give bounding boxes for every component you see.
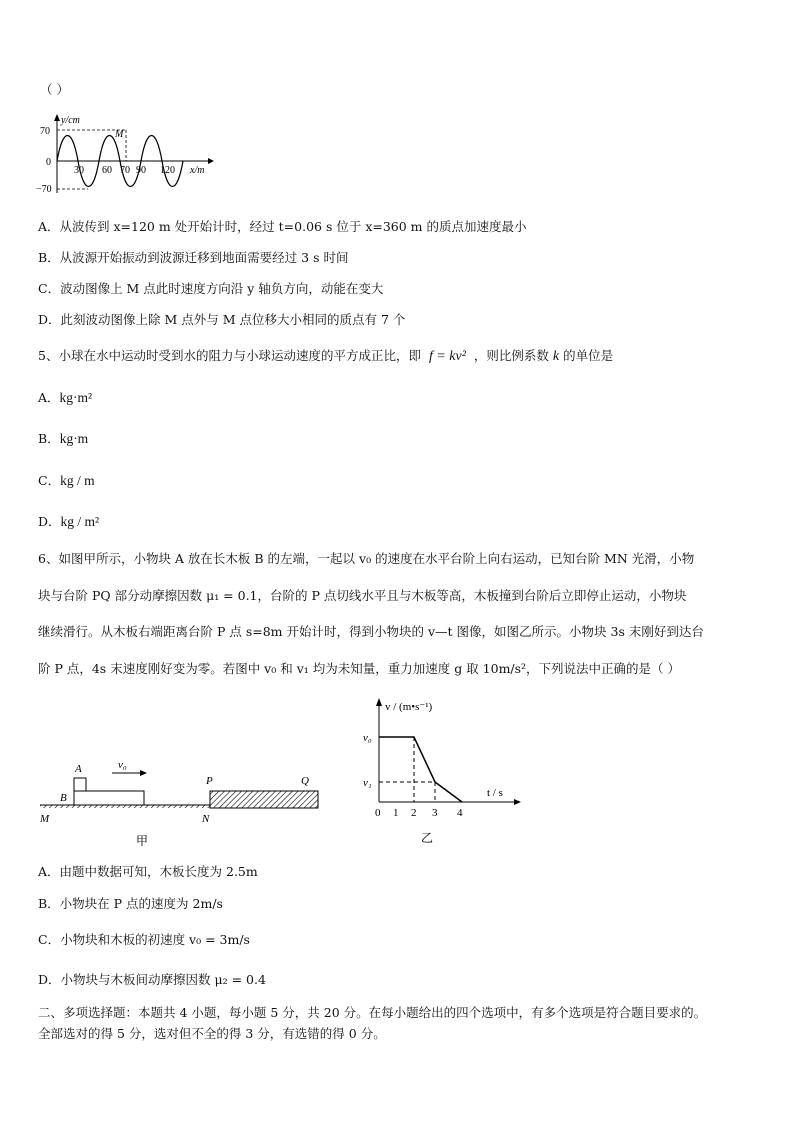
x-tick-120: 120 xyxy=(160,165,175,176)
x-tick-3: 3 xyxy=(432,807,438,819)
x-tick-60: 60 xyxy=(102,165,112,176)
y-tick-neg70: −70 xyxy=(36,184,52,195)
q6-stem-line-4: 阶 P 点，4s 末速度刚好变为零。若图中 v₀ 和 v₁ 均为未知量，重力加速度 g 取 10m/s²，下列说法中正确的是（ ） xyxy=(38,661,681,676)
q6-stem-line-1: 6、如图甲所示，小物块 A 放在长木板 B 的左端，一起以 v₀ 的速度在水平台阶上向右运动，已知台阶 MN 光滑，小物 xyxy=(38,551,695,566)
x-axis-label: t / s xyxy=(487,787,503,799)
x-axis-label: x/m xyxy=(190,165,205,176)
q5-option-a-label: A． xyxy=(38,390,60,405)
q6-option-d: D．小物块与木板间动摩擦因数 μ₂ = 0.4 xyxy=(38,972,266,987)
q5-stem-c: 的单位是 xyxy=(563,348,614,363)
q5-formula: f = kv² xyxy=(428,349,466,364)
label-b: B xyxy=(60,792,67,804)
q5-option-b-label: B． xyxy=(38,431,60,446)
q6-stem-line-3: 继续滑行。从木板右端距离台阶 P 点 s=8m 开始计时，得到小物块的 v—t 图像，如图乙所示。小物块 3s 末刚好到达台 xyxy=(38,624,704,639)
step-pq xyxy=(210,791,318,808)
wave-graph xyxy=(30,113,220,198)
caption-jia: 甲 xyxy=(136,834,149,848)
label-m: M xyxy=(40,813,50,825)
label-v0: v₀ xyxy=(363,732,372,744)
label-v1: v₁ xyxy=(363,777,372,789)
q5-option-a xyxy=(38,390,92,406)
q6-option-b: B．小物块在 P 点的速度为 2m/s xyxy=(38,896,223,911)
q5-option-c xyxy=(38,473,95,489)
y-tick-70: 70 xyxy=(40,126,50,137)
section2-line-1: 二、多项选择题：本题共 4 小题，每小题 5 分，共 20 分。在每小题给出的四个选项中，有多个选项是符合题目要求的。 xyxy=(38,1005,707,1020)
x-tick-0: 0 xyxy=(375,807,381,819)
q5-option-d-value: kg / m² xyxy=(60,514,100,529)
x-tick-30: 30 xyxy=(74,165,84,176)
label-v0: v₀ xyxy=(118,759,127,771)
q6-option-a: A．由题中数据可知，木板长度为 2.5m xyxy=(38,864,258,879)
section2-line-2: 全部选对的得 5 分，选对但不全的得 3 分，有选错的得 0 分。 xyxy=(38,1026,386,1041)
x-tick-2: 2 xyxy=(411,807,417,819)
q5-option-b xyxy=(38,431,88,447)
q5-k-symbol: k xyxy=(552,349,560,364)
q5-stem-a: 5、小球在水中运动时受到水的阻力与小球运动速度的平方成正比，即 xyxy=(38,348,421,363)
x-tick-90: 90 xyxy=(136,165,146,176)
figure-jia xyxy=(34,755,334,860)
q5-option-b-value: kg·m xyxy=(59,431,89,446)
block-a xyxy=(74,778,86,791)
caption-yi: 乙 xyxy=(421,831,434,845)
q5-stem xyxy=(38,348,613,365)
label-n: N xyxy=(202,813,210,825)
answer-bracket: （ ） xyxy=(40,82,69,97)
x-tick-4: 4 xyxy=(457,807,463,819)
y-axis-label: v / (m•s⁻¹) xyxy=(385,701,433,713)
vt-curve xyxy=(379,737,462,802)
q5-option-c-label: C． xyxy=(38,473,61,488)
label-p: P xyxy=(206,775,213,787)
x-tick-1: 1 xyxy=(393,807,399,819)
x-tick-70: 70 xyxy=(120,165,130,176)
label-a: A xyxy=(75,763,82,775)
board-b xyxy=(74,791,144,805)
q5-option-d xyxy=(38,514,99,530)
figure-yi xyxy=(355,692,525,852)
q6-option-c: C．小物块和木板的初速度 v₀ = 3m/s xyxy=(38,932,250,947)
q5-option-c-value: kg / m xyxy=(60,473,95,488)
q4-option-c: C．波动图像上 M 点此时速度方向沿 y 轴负方向，动能在变大 xyxy=(38,281,384,296)
y-axis-label: y/cm xyxy=(61,115,80,126)
q5-option-d-label: D． xyxy=(38,514,61,529)
y-tick-0: 0 xyxy=(46,157,51,168)
q4-option-a: A．从波传到 x=120 m 处开始计时，经过 t=0.06 s 位于 x=360 m 的质点加速度最小 xyxy=(38,219,527,234)
point-m-label: M xyxy=(115,129,124,140)
q4-option-b: B．从波源开始振动到波源迁移到地面需要经过 3 s 时间 xyxy=(38,250,349,265)
q5-option-a-value: kg·m² xyxy=(59,390,93,405)
q6-stem-line-2: 块与台阶 PQ 部分动摩擦因数 μ₁ = 0.1，台阶的 P 点切线水平且与木板等高，木板撞到台阶后立即停止运动，小物块 xyxy=(38,588,687,603)
q5-stem-b: ，则比例系数 xyxy=(473,348,549,363)
q4-option-d: D．此刻波动图像上除 M 点外与 M 点位移大小相同的质点有 7 个 xyxy=(38,312,406,327)
label-q: Q xyxy=(301,775,309,787)
